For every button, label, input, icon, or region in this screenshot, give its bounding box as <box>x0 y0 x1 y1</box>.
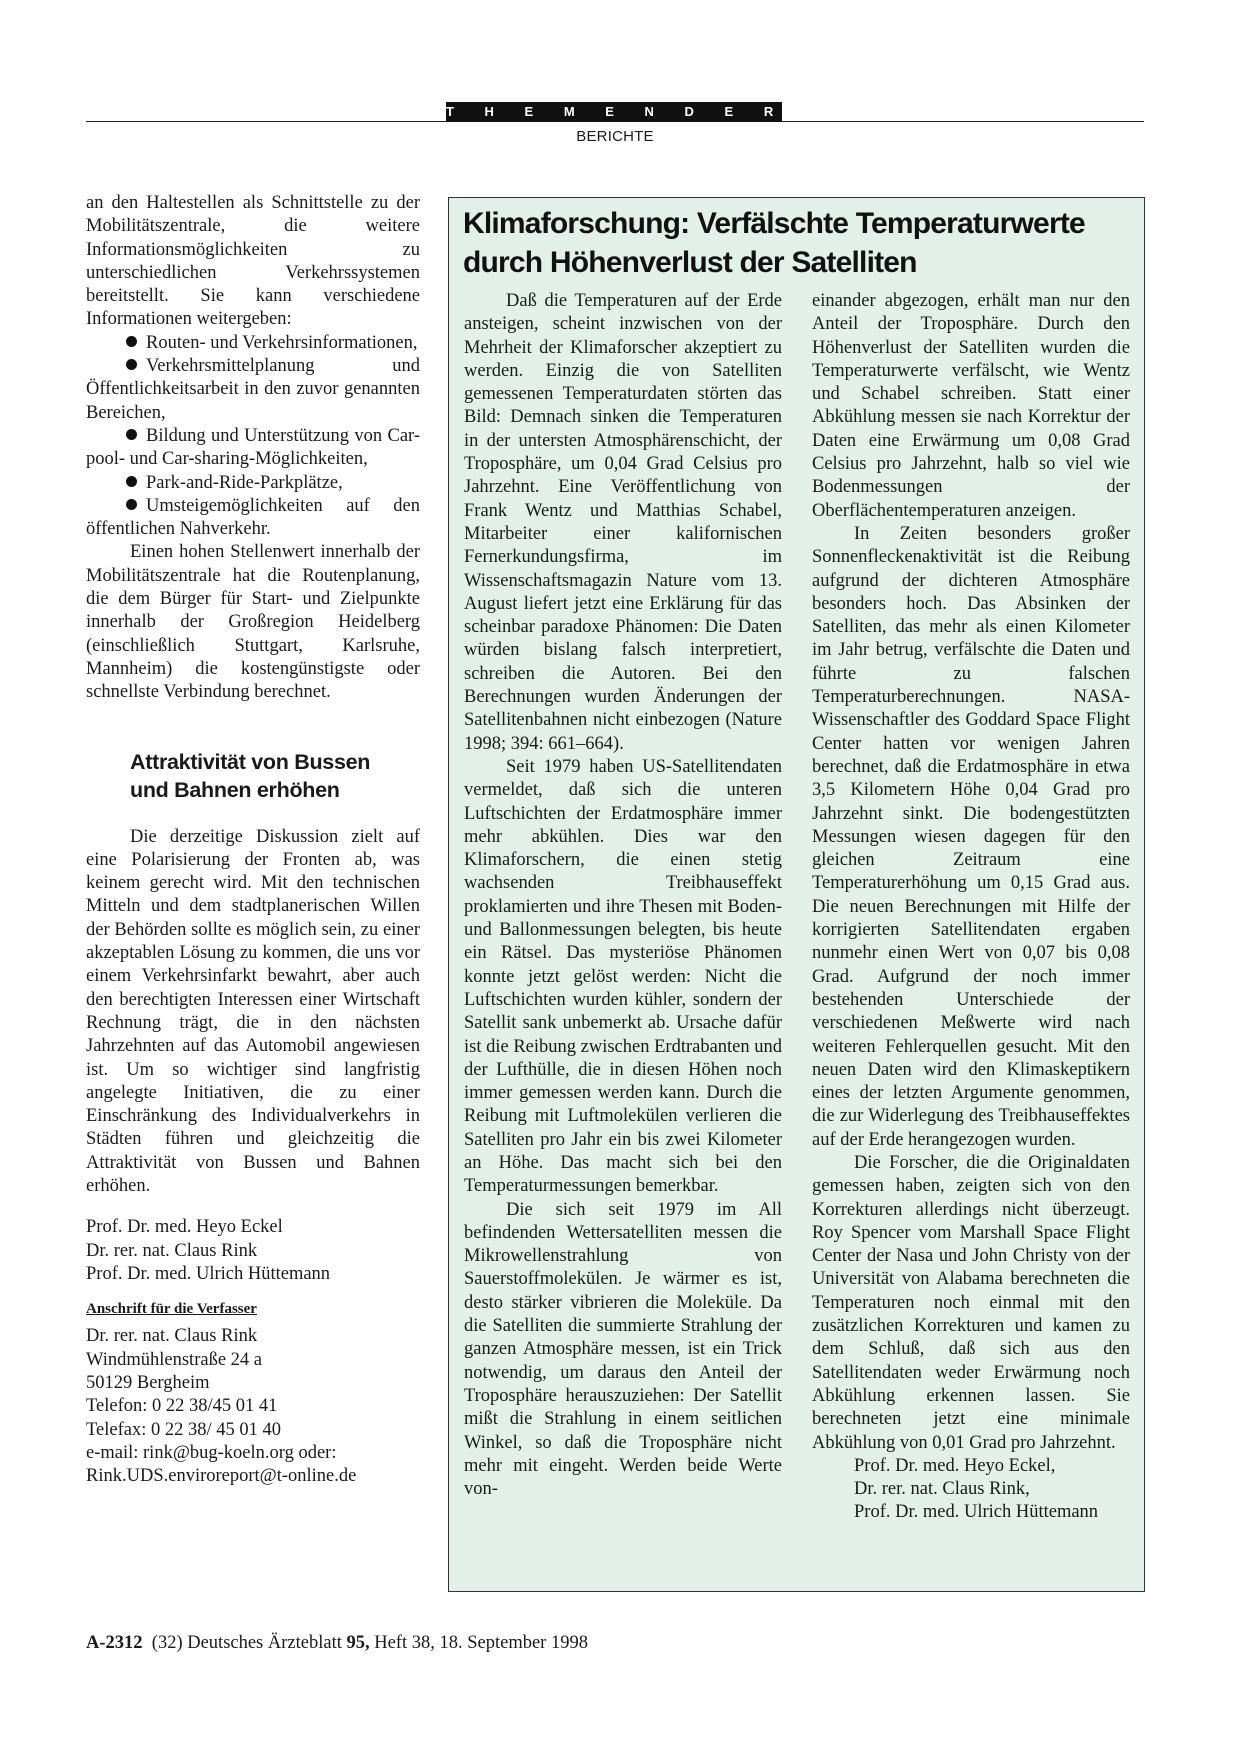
intro-paragraph: an den Haltestellen als Schnittstelle zu der Mobilitätszentrale, die weitere Informationsmöglichkeiten zu unterschiedlichen Verkehrssystemen bereitstellt. Sie kann verschiedene Informationen weitergeben: <box>86 193 420 330</box>
bullet-icon <box>126 476 137 487</box>
bullet-item: Park-and-Ride-Parkplätze, <box>86 472 420 495</box>
body-paragraph: Daß die Temperaturen auf der Erde ansteigen, scheint inzwischen von der Mehrheit der Klimaforscher akzeptiert zu werden. Einzig die von Satelliten gemessenen Temperaturdaten störten das Bild: Demnach sinken die Temperaturen in der untersten Atmosphärenschicht, der Troposphäre, um 0,04 Grad Celsius pro Jahrzehnt. Eine Veröffentlichung von Frank Wentz und Matthias Schabel, Mitarbeiter einer kalifornischen Fernerkundungsfirma, im Wissenschaftsmagazin Nature vom 13. August liefert jetzt eine Erklärung für das scheinbar paradoxe Phänomen: Die Daten würden bislang falsch interpretiert, schreiben die Autoren. Bei den Berechnungen wurden Änderungen der Satellitenbahnen nicht einbezogen (Nature 1998; 394: 661–664). <box>464 291 782 754</box>
author-list <box>86 1216 420 1286</box>
section-subtitle: BERICHTE <box>576 128 654 145</box>
body-paragraph: Seit 1979 haben US-Satellitendaten vermeldet, daß sich die unteren Luftschichten der Erdatmosphäre immer mehr abkühlen. Dies war den Klimaforschern, die einen stetig wachsenden Treibhauseffekt proklamierten und ihre Thesen mit Boden- und Ballonmessungen belegten, bis heute ein Rätsel. Das mysteriöse Phänomen konnte jetzt gelöst werden: Nicht die Luftschichten wurden kühler, sondern der Satellit sank unbemerkt ab. Ursache dafür ist die Reibung zwischen Erdtrabanten und der Lufthülle, die in diesen Höhen noch immer gemessen werden kann. Durch die Reibung mit Luftmolekülen verlieren die Satelliten pro Jahr ein bis zwei Kilometer an Höhe. Das macht sich bei den Temperaturmessungen bemerkbar. <box>464 756 783 1197</box>
address-block <box>86 1325 420 1488</box>
body-paragraph: Die Forscher, die die Originaldaten gemessen haben, zeigten sich von den Korrekturen allerdings nicht überzeugt. Roy Spencer vom Marshall Space Flight Center der Nasa und John Christy von der Universität von Alabama berechneten die Temperaturen noch einmal mit den zusätzlichen Korrekturen und kamen zu dem Schluß, daß sich aus den Satellitendaten weder Erwärmung noch Abkühlung erkennen lassen. Sie berechneten jetzt eine minimale Abkühlung von 0,01 Grad pro Jahrzehnt. <box>812 1152 1130 1453</box>
author-name: Prof. Dr. med. Ulrich Hüttemann <box>86 1263 331 1284</box>
signature-line: Dr. rer. nat. Claus Rink, <box>854 1479 1030 1500</box>
address-label: Anschrift für die Verfasser <box>86 1301 257 1318</box>
body-paragraph: Einen hohen Stellenwert innerhalb der Mobilitätszentrale hat die Routenplanung, die dem Bürger für Start- und Zielpunkte innerhalb der Großregion Heidelberg (einschließlich Stuttgart, Karlsruhe, Mannheim) die kostengünstigste oder schnellste Verbindung berechnet. <box>86 542 420 703</box>
box-column-2 <box>812 290 1130 1525</box>
email-line: Rink.UDS.enviroreport@t-online.de <box>86 1466 357 1487</box>
body-paragraph: Die derzeitige Diskussion zielt auf eine Polarisierung der Fronten ab, was keinem gerecht wird. Mit den technischen Mitteln und dem stadtplanerischen Willen der Behörden sollte es möglich sein, zu einer akzeptablen Lösung zu kommen, die uns vor einem Verkehrsinfarkt bewahrt, aber auch den berechtigten Interessen einer Wirtschaft Rechnung trägt, die in den nächsten Jahrzehnten auf das Automobil angewiesen ist. Um so wichtiger sind langfristig angelegte Initiativen, die zu einer Einschränkung des Individualverkehrs in Städten führen und gleichzeitig die Attraktivität von Bussen und Bahnen erhöhen. <box>86 826 420 1196</box>
author-name: Prof. Dr. med. Heyo Eckel <box>86 1217 283 1238</box>
bullet-item: Routen- und Verkehrsinformationen, <box>86 332 420 355</box>
bullet-icon <box>126 359 137 370</box>
signature-line: Prof. Dr. med. Ulrich Hüttemann <box>854 1502 1099 1523</box>
page-footer <box>86 1633 588 1654</box>
author-name: Dr. rer. nat. Claus Rink <box>86 1240 258 1261</box>
signature-block <box>812 1455 1130 1525</box>
box-column-1 <box>464 290 782 1501</box>
body-paragraph: einander abgezogen, erhält man nur den Anteil der Troposphäre. Durch den Höhenverlust der Satelliten wurden die Temperaturwerte verfälscht, wie Wentz und Schabel schreiben. Statt einer Abkühlung messen sie nach Korrektur der Daten eine Erwärmung um 0,08 Grad Celsius pro Jahrzehnt, halb so viel wie Bodenmessungen der Oberflächentemperaturen anzeigen. <box>812 291 1130 521</box>
journal-name: (32) Deutsches Ärzteblatt <box>151 1633 342 1653</box>
volume-number: 95, <box>346 1633 370 1653</box>
bullet-icon <box>126 429 137 440</box>
bullet-icon <box>126 499 137 510</box>
body-paragraph: Die sich seit 1979 im All befindenden Wettersatelliten messen die Mikrowellenstrahlung von Sauerstoffmolekülen. Je wärmer es ist, desto stärker vibrieren die Moleküle. Da die Satelliten die summierte Strahlung der ganzen Atmosphäre messen, ist ein Trick notwendig, um daraus den Anteil der Troposphäre herauszuziehen: Der Satellit mißt die Strahlung in einem seitlichen Winkel, so daß die Troposphäre nicht mehr mit eingeht. Werden beide Werte von- <box>464 1199 782 1500</box>
bullet-item: Verkehrsmittelplanung und Öffentlichkeitsarbeit in den zuvor genannten Bereichen, <box>86 356 420 423</box>
address-line: Windmühlenstraße 24 a <box>86 1349 262 1370</box>
signature-line: Prof. Dr. med. Heyo Eckel, <box>854 1455 1056 1476</box>
email-line: e-mail: rink@bug-koeln.org oder: <box>86 1442 337 1463</box>
left-column <box>86 192 420 1489</box>
body-paragraph: In Zeiten besonders großer Sonnenfleckenaktivität ist die Reibung aufgrund der dichteren Atmosphäre besonders hoch. Das Absinken der Satelliten, das mehr als einen Kilometer im Jahr betrug, verfälschte die Daten und führte zu falschen Temperaturberechnungen. NASA-Wissenschaftler des Goddard Space Flight Center hatten vor wenigen Jahren berechnet, daß die Erdatmosphäre in etwa 3,5 Kilometern Höhe 0,04 Grad pro Jahrzehnt sinkt. Die bodengestützten Messungen wiesen dagegen für den gleichen Zeitraum eine Temperaturerhöhung um 0,15 Grad aus. Die neuen Berechnungen mit Hilfe der korrigierten Satellitendaten ergaben nunmehr einen Wert von 0,07 bis 0,08 Grad. Aufgrund der noch immer bestehenden Unterschiede der verschiedenen Meßwerte wird nach weiteren Fehlerquellen gesucht. Mit den neuen Daten wird den Klimaskeptikern eines der letzten Argumente genommen, die zur Widerlegung des Treibhauseffektes auf der Erde herangezogen wurden. <box>812 523 1130 1150</box>
address-line: Telefax: 0 22 38/ 45 01 40 <box>86 1419 281 1440</box>
bullet-item: Bildung und Unterstützung von Car-pool- und Car-sharing-Möglichkeiten, <box>86 425 420 470</box>
subheading: Attraktivität von Bussen und Bahnen erhöhen <box>130 749 371 802</box>
address-line: 50129 Bergheim <box>86 1373 210 1394</box>
section-banner: T H E M E N D E R Z E I T <box>446 102 782 122</box>
bullet-item: Umsteigemöglichkeiten auf den öffentlichen Nahverkehr. <box>86 495 420 540</box>
address-line: Telefon: 0 22 38/45 01 41 <box>86 1396 278 1417</box>
address-line: Dr. rer. nat. Claus Rink <box>86 1326 258 1347</box>
sidebar-box <box>448 197 1145 1592</box>
box-title: Klimaforschung: Verfälschte Temperaturwerte durch Höhenverlust der Satelliten <box>463 207 1085 279</box>
page-code: A-2312 <box>86 1633 143 1653</box>
issue-date: Heft 38, 18. September 1998 <box>374 1633 588 1653</box>
bullet-icon <box>126 336 137 347</box>
